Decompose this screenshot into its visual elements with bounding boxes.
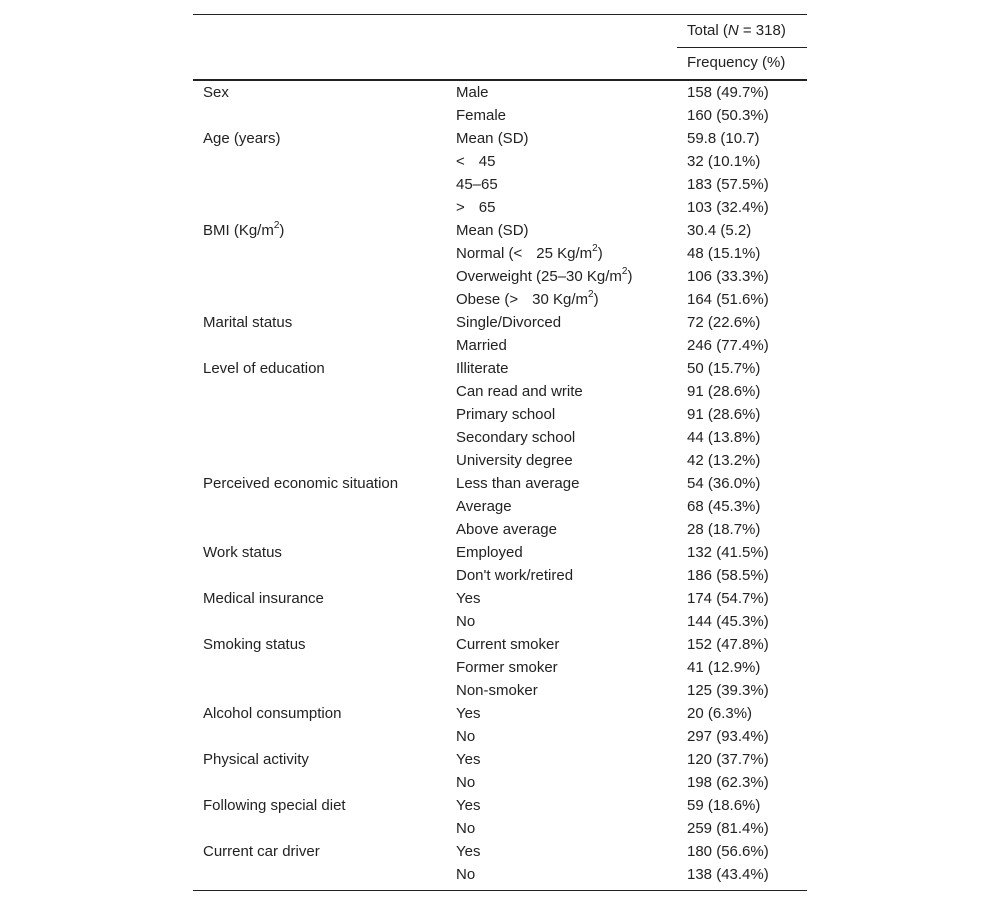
row-category <box>193 518 446 541</box>
row-item: No <box>456 728 476 745</box>
row-item: Secondary school <box>456 429 576 446</box>
row-category: Sex <box>203 84 229 101</box>
row-value: 120 (37.7%) <box>687 751 769 768</box>
row-category <box>193 863 446 886</box>
row-item: Mean (SD) <box>456 130 529 147</box>
row-item: Non-smoker <box>456 682 538 699</box>
row-item: Mean (SD) <box>456 222 529 239</box>
row-item: Illiterate <box>456 360 509 377</box>
row-category <box>193 265 446 288</box>
row-item: Former smoker <box>456 659 558 676</box>
header-total: Total (N = 318) <box>687 22 786 39</box>
row-value: 180 (56.6%) <box>687 843 769 860</box>
row-value: 160 (50.3%) <box>687 107 769 124</box>
table-row <box>193 518 807 541</box>
demographics-table <box>193 14 807 891</box>
table-row <box>193 633 807 656</box>
table-row <box>193 380 807 403</box>
header-row-total <box>193 15 807 47</box>
row-item: Normal (< 25 $Kg/m^2$) <box>456 243 603 262</box>
table-body <box>193 81 807 886</box>
row-value: 30.4 (5.2) <box>687 222 752 239</box>
row-item: Obese (> 30 $Kg/m^2$) <box>456 289 599 308</box>
table-row <box>193 173 807 196</box>
row-category: Work status <box>203 544 282 561</box>
row-category: Physical activity <box>203 751 309 768</box>
table-row <box>193 288 807 311</box>
row-value: 106 (33.3%) <box>687 268 769 285</box>
table-row <box>193 840 807 863</box>
table-row <box>193 817 807 840</box>
row-item: Married <box>456 337 507 354</box>
row-value: 59.8 (10.7) <box>687 130 760 147</box>
row-item: University degree <box>456 452 573 469</box>
table-row <box>193 656 807 679</box>
row-item: Yes <box>456 797 481 814</box>
table-row <box>193 426 807 449</box>
row-category <box>193 771 446 794</box>
row-value: 103 (32.4%) <box>687 199 769 216</box>
row-category <box>193 610 446 633</box>
row-item: Can read and write <box>456 383 583 400</box>
row-value: 91 (28.6%) <box>687 383 761 400</box>
row-category <box>193 817 446 840</box>
row-category <box>193 656 446 679</box>
table-row <box>193 219 807 242</box>
row-value: 125 (39.3%) <box>687 682 769 699</box>
row-value: 198 (62.3%) <box>687 774 769 791</box>
row-value: 138 (43.4%) <box>687 866 769 883</box>
row-value: 132 (41.5%) <box>687 544 769 561</box>
row-item: Female <box>456 107 507 124</box>
row-item: Less than average <box>456 475 580 492</box>
row-value: 54 (36.0%) <box>687 475 761 492</box>
row-category <box>193 426 446 449</box>
row-value: 152 (47.8%) <box>687 636 769 653</box>
table-row <box>193 311 807 334</box>
row-category: BMI $(Kg/m^2)$ <box>203 220 285 239</box>
row-category: Perceived economic situation <box>203 475 399 492</box>
row-item: Yes <box>456 843 481 860</box>
row-item: Single/Divorced <box>456 314 562 331</box>
row-category <box>193 449 446 472</box>
table-row <box>193 610 807 633</box>
row-value: 41 (12.9%) <box>687 659 761 676</box>
table-row <box>193 449 807 472</box>
row-value: 297 (93.4%) <box>687 728 769 745</box>
table-row <box>193 794 807 817</box>
row-category: Level of education <box>203 360 325 377</box>
table-row <box>193 748 807 771</box>
table-row <box>193 357 807 380</box>
table-row <box>193 81 807 104</box>
row-item: Yes <box>456 705 481 722</box>
row-value: 158 (49.7%) <box>687 84 769 101</box>
row-category <box>193 679 446 702</box>
row-item: Employed <box>456 544 523 561</box>
row-item: No <box>456 820 476 837</box>
row-value: 259 (81.4%) <box>687 820 769 837</box>
table-row <box>193 196 807 219</box>
table-row <box>193 495 807 518</box>
row-value: 183 (57.5%) <box>687 176 769 193</box>
row-item: No <box>456 613 476 630</box>
table-row <box>193 564 807 587</box>
row-category <box>193 725 446 748</box>
row-value: 91 (28.6%) <box>687 406 761 423</box>
row-category <box>193 564 446 587</box>
table-row <box>193 150 807 173</box>
row-item: Average <box>456 498 512 515</box>
table-row <box>193 863 807 886</box>
row-value: 59 (18.6%) <box>687 797 761 814</box>
table-row <box>193 725 807 748</box>
row-item: Current smoker <box>456 636 560 653</box>
row-item: Don't work/retired <box>456 567 574 584</box>
header-frequency: Frequency (%) <box>687 54 786 71</box>
row-item: Overweight (25–30 $Kg/m^2$) <box>456 266 633 285</box>
row-category <box>193 495 446 518</box>
row-value: 50 (15.7%) <box>687 360 761 377</box>
row-value: 28 (18.7%) <box>687 521 761 538</box>
table-row <box>193 403 807 426</box>
row-category <box>193 173 446 196</box>
row-item: 45–65 <box>456 176 498 193</box>
table-row <box>193 702 807 725</box>
header-row-frequency <box>193 47 807 79</box>
row-category <box>193 288 446 311</box>
row-value: 144 (45.3%) <box>687 613 769 630</box>
row-category: Current car driver <box>203 843 320 860</box>
row-item: Above average <box>456 521 557 538</box>
row-value: 20 (6.3%) <box>687 705 753 722</box>
row-item: Yes <box>456 590 481 607</box>
row-category: Marital status <box>203 314 293 331</box>
row-item: Primary school <box>456 406 556 423</box>
row-category: Smoking status <box>203 636 306 653</box>
row-value: 186 (58.5%) <box>687 567 769 584</box>
row-value: 42 (13.2%) <box>687 452 761 469</box>
row-category: Alcohol consumption <box>203 705 342 722</box>
row-value: 164 (51.6%) <box>687 291 769 308</box>
row-category: Following special diet <box>203 797 346 814</box>
row-item: < 45 <box>456 153 496 170</box>
row-item: > 65 <box>456 199 496 216</box>
row-value: 68 (45.3%) <box>687 498 761 515</box>
row-item: Yes <box>456 751 481 768</box>
row-category: Medical insurance <box>203 590 324 607</box>
row-category <box>193 104 446 127</box>
row-category <box>193 196 446 219</box>
row-category <box>193 242 446 265</box>
table-row <box>193 472 807 495</box>
table-row <box>193 104 807 127</box>
row-category <box>193 150 446 173</box>
row-value: 48 (15.1%) <box>687 245 761 262</box>
row-item: Male <box>456 84 489 101</box>
table-row <box>193 541 807 564</box>
table-row <box>193 242 807 265</box>
table-row <box>193 265 807 288</box>
table-row <box>193 127 807 150</box>
row-value: 72 (22.6%) <box>687 314 761 331</box>
row-item: No <box>456 866 476 883</box>
row-value: 246 (77.4%) <box>687 337 769 354</box>
table-row <box>193 587 807 610</box>
row-category <box>193 403 446 426</box>
table-row <box>193 334 807 357</box>
row-category <box>193 380 446 403</box>
row-value: 44 (13.8%) <box>687 429 761 446</box>
row-category <box>193 334 446 357</box>
row-category: Age (years) <box>203 130 281 147</box>
row-item: No <box>456 774 476 791</box>
row-value: 32 (10.1%) <box>687 153 761 170</box>
table-row <box>193 679 807 702</box>
table-bottom-rule <box>193 890 807 891</box>
row-value: 174 (54.7%) <box>687 590 769 607</box>
table-row <box>193 771 807 794</box>
